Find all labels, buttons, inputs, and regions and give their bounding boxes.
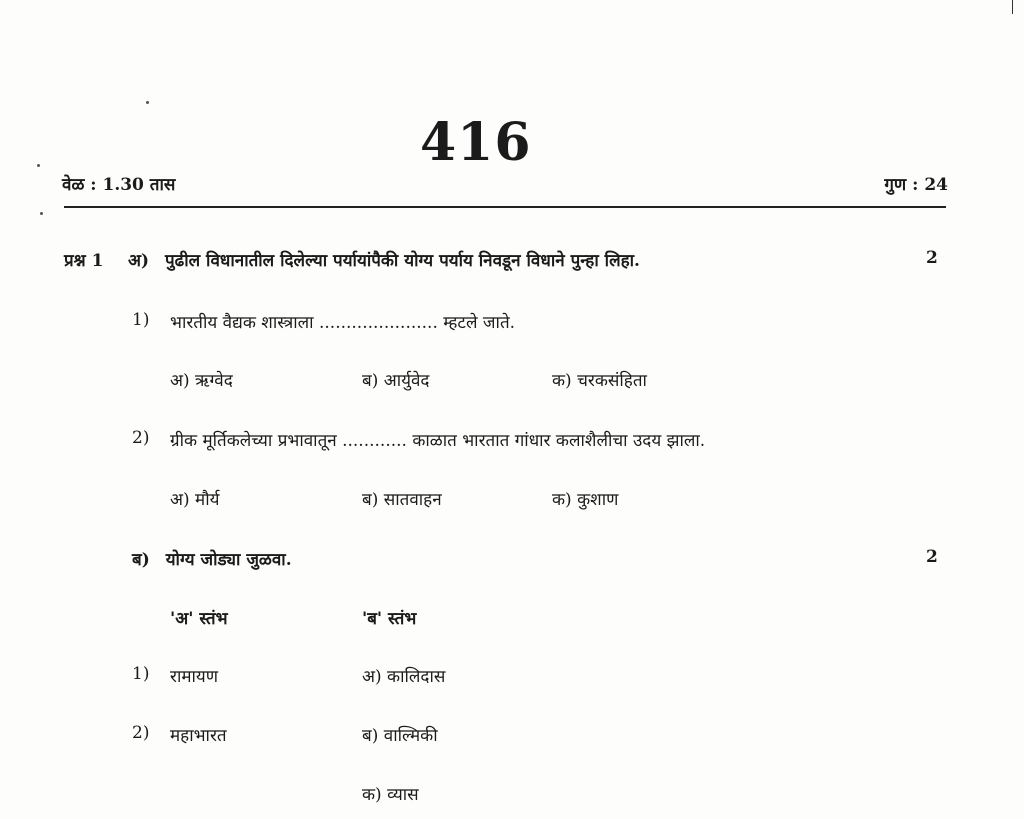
match-item-b: ब) वाल्मिकी: [362, 726, 438, 746]
paper-code: 416: [420, 112, 532, 173]
question-label: प्रश्न 1: [64, 251, 104, 271]
part-b-heading: [132, 547, 292, 570]
part-a-label: अ): [128, 251, 150, 271]
item-number: 1): [132, 310, 150, 330]
header-divider: [64, 206, 946, 208]
match-item-b: अ) कालिदास: [362, 667, 446, 687]
option: अ) ऋग्वेद: [170, 371, 233, 391]
option: ब) आर्युवेद: [362, 371, 430, 391]
column-a-header: 'अ' स्तंभ: [170, 609, 228, 629]
option: क) चरकसंहिता: [552, 371, 647, 391]
scan-speck: [40, 212, 43, 215]
match-item-b: क) व्यास: [362, 785, 419, 805]
part-a-instruction: पुढील विधानातील दिलेल्या पर्यायांपैकी योग्य पर्याय निवडून विधाने पुन्हा लिहा.: [164, 251, 640, 271]
item-number: 2): [132, 428, 150, 448]
column-b-header: 'ब' स्तंभ: [362, 609, 417, 629]
part-b-instruction: योग्य जोड्या जुळवा.: [165, 550, 292, 570]
part-a-heading: [128, 248, 640, 271]
part-b-label: ब): [132, 550, 150, 570]
option: अ) मौर्य: [170, 490, 220, 510]
part-a-marks: 2: [926, 248, 938, 268]
option: ब) सातवाहन: [362, 490, 442, 510]
item-text: ग्रीक मूर्तिकलेच्या प्रभावातून ............ काळात भारतात गांधार कलाशैलीचा उदय झाला.: [170, 431, 706, 451]
scan-speck: [146, 101, 149, 104]
scan-speck: [37, 164, 40, 167]
option: क) कुशाण: [552, 490, 619, 510]
total-marks: गुण : 24: [884, 175, 948, 195]
match-number: 2): [132, 723, 150, 743]
scan-edge-mark: [1012, 0, 1013, 14]
match-item-a: महाभारत: [170, 726, 227, 746]
match-number: 1): [132, 664, 150, 684]
part-b-marks: 2: [926, 547, 938, 567]
item-text: भारतीय वैद्यक शास्त्राला ...................... म्हटले जाते.: [170, 313, 516, 333]
match-item-a: रामायण: [170, 667, 219, 687]
exam-time: वेळ : 1.30 तास: [62, 175, 176, 195]
